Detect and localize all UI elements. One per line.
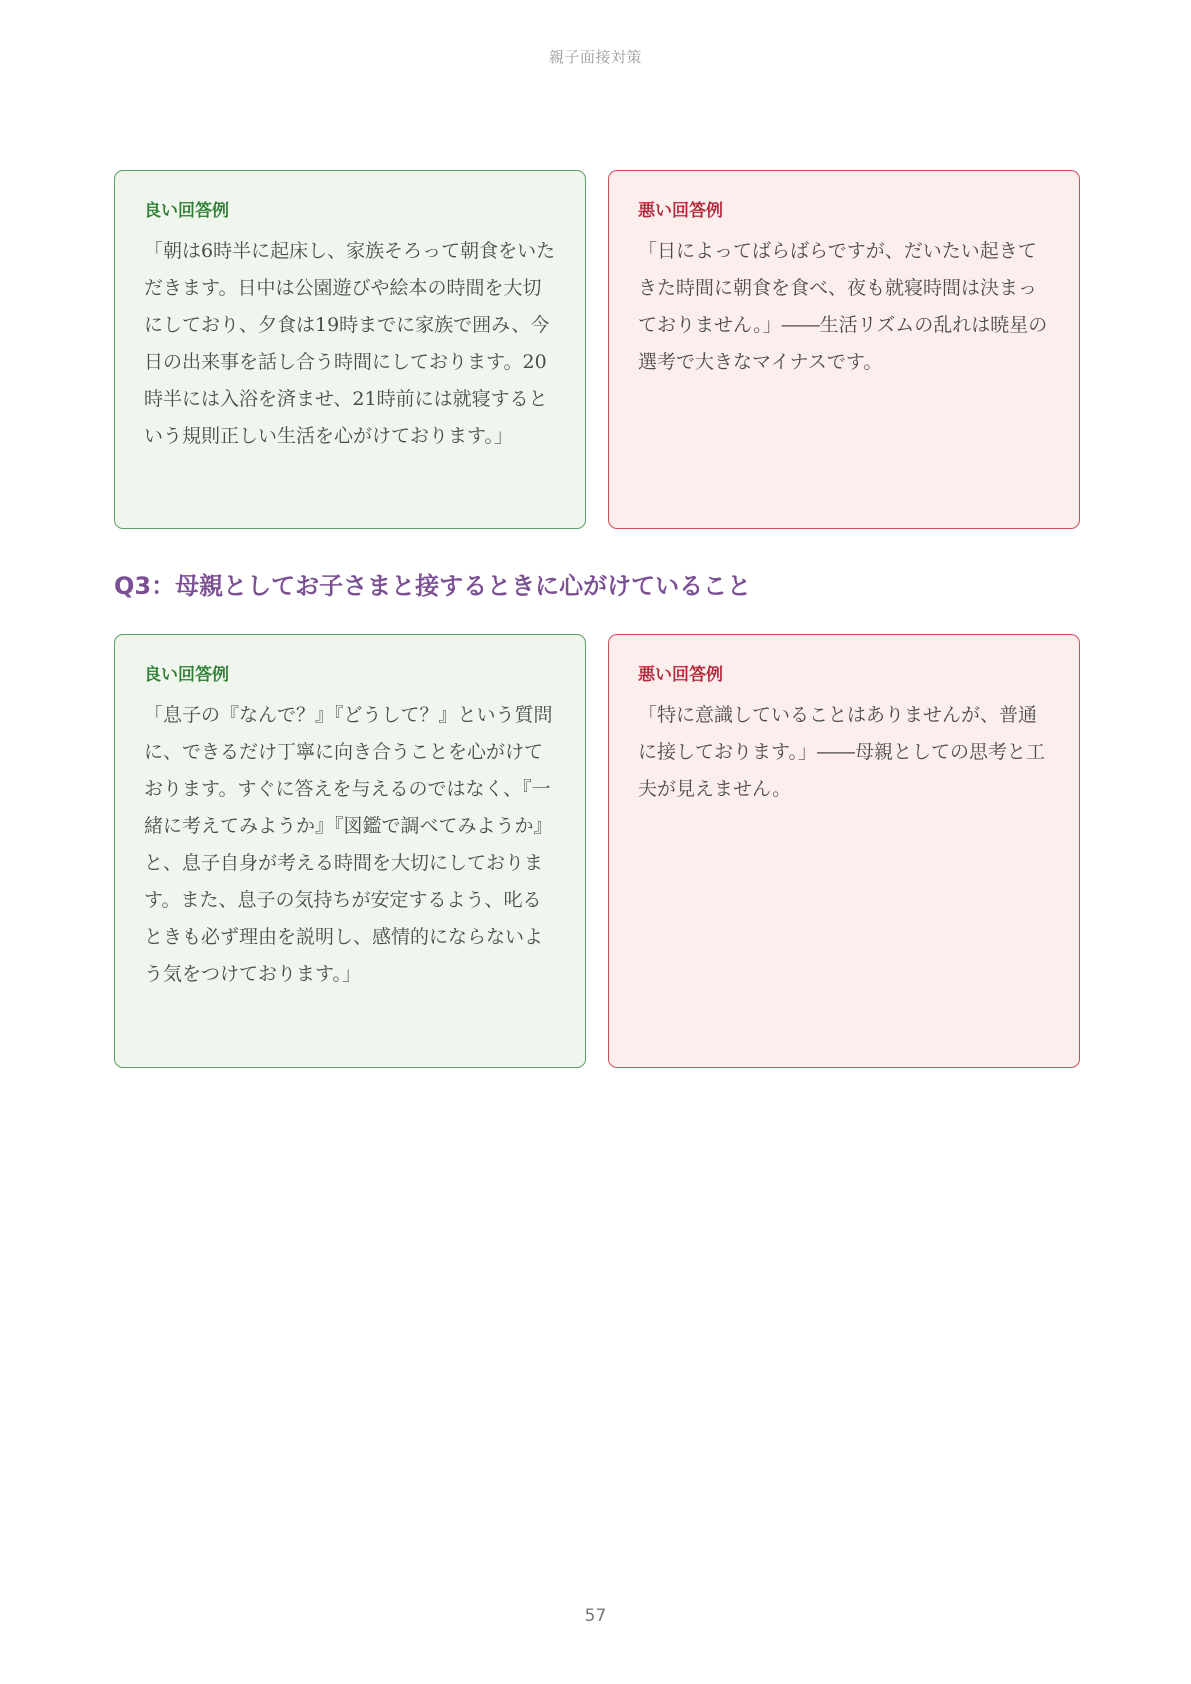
bad-answer-title: 悪い回答例 xyxy=(638,201,723,221)
answer-row-2 xyxy=(114,634,1080,1068)
question-heading: Q3：母親としてお子さまと接するときに心がけていること xyxy=(114,572,752,600)
good-answer-text: 「息子の『なんで？』『どうして？』という質問に、できるだけ丁寧に向き合うことを心がけております。すぐに答えを与えるのではなく、『一緒に考えてみようか』『図鑑で調べてみようか』と、息子自身が考える時間を大切にしております。また、息子の気持ちが安定するよう、叱るときも必ず理由を説明し、感情的にならないよう気をつけております。」 xyxy=(144,704,553,985)
good-answer-title: 良い回答例 xyxy=(144,665,229,685)
running-header: 親子面接対策 xyxy=(548,48,642,66)
good-answer-card xyxy=(114,170,586,529)
bad-answer-text: 「特に意識していることはありませんが、普通に接しております。」――母親としての思考と工夫が見えません。 xyxy=(638,704,1045,800)
bad-answer-title: 悪い回答例 xyxy=(638,665,723,685)
good-answer-title: 良い回答例 xyxy=(144,201,229,221)
good-answer-card xyxy=(114,634,586,1068)
bad-answer-card xyxy=(608,170,1080,529)
bad-answer-text: 「日によってばらばらですが、だいたい起きてきた時間に朝食を食べ、夜も就寝時間は決まっておりません。」――生活リズムの乱れは暁星の選考で大きなマイナスです。 xyxy=(638,240,1048,373)
bad-answer-card xyxy=(608,634,1080,1068)
answer-row-1 xyxy=(114,170,1080,529)
good-answer-text: 「朝は6時半に起床し、家族そろって朝食をいただきます。日中は公園遊びや絵本の時間を大切にしており、夕食は19時までに家族で囲み、今日の出来事を話し合う時間にしております。20時半には入浴を済ませ、21時前には就寝するという規則正しい生活を心がけております。」 xyxy=(144,240,556,447)
page-number: 57 xyxy=(584,1606,607,1626)
